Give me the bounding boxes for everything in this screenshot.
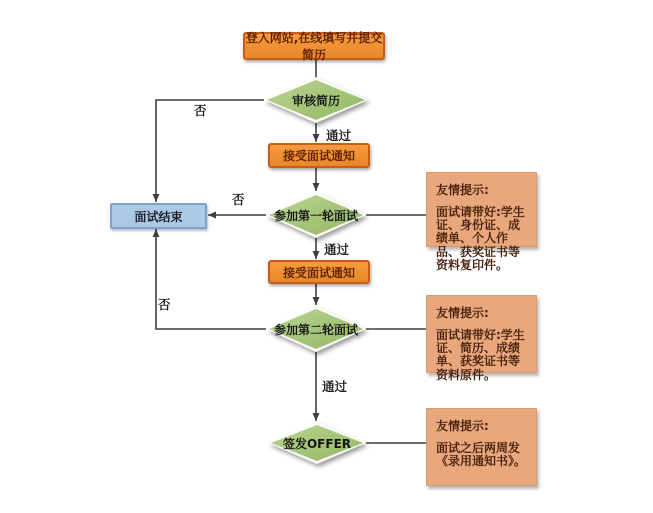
node-start <box>243 32 385 60</box>
edge-label-no-3: 否 <box>158 297 171 312</box>
edge-label-pass-3: 通过 <box>322 379 348 394</box>
edge-label-pass-2: 通过 <box>324 242 350 257</box>
edge-review-end <box>156 100 264 202</box>
tip-3-body: 面试之后两周发《录用通知书》。 <box>436 441 527 469</box>
node-round1-label: 参加第一轮面试 <box>273 208 358 223</box>
tip-box-3 <box>426 408 537 486</box>
edge-round2-end <box>156 229 266 329</box>
tip-3-title: 友情提示: <box>436 419 489 433</box>
node-start-label: 登入网站,在线填写并提交简历 <box>245 31 383 62</box>
node-notice1 <box>268 143 370 168</box>
tip-2-body: 面试请带好:学生证、简历、成绩单、获奖证书等资料原件。 <box>436 328 525 382</box>
node-decision-round2 <box>266 306 366 352</box>
node-decision-offer <box>268 422 366 464</box>
tip-box-1 <box>426 172 537 272</box>
node-round2-label: 参加第二轮面试 <box>273 322 358 337</box>
tip-1-title: 友情提示: <box>436 183 489 197</box>
node-end <box>110 203 207 229</box>
node-notice1-label: 接受面试通知 <box>282 149 355 163</box>
node-notice2-label: 接受面试通知 <box>282 265 355 280</box>
node-decision-round1 <box>266 192 366 238</box>
tip-box-2 <box>426 295 537 382</box>
edge-label-pass-1: 通过 <box>326 128 352 143</box>
node-decision-review <box>264 77 368 123</box>
node-offer-label: 签发OFFER <box>282 436 352 451</box>
node-review-label: 审核简历 <box>291 93 340 108</box>
node-end-label: 面试结束 <box>134 209 183 224</box>
edge-label-no-2: 否 <box>232 192 245 207</box>
node-notice2 <box>268 260 370 284</box>
edge-label-no-1: 否 <box>194 103 207 118</box>
tip-1-body: 面试请带好:学生证、身份证、成绩单、个人作品、获奖证书等资料复印件。 <box>436 205 525 272</box>
tip-2-title: 友情提示: <box>436 306 489 320</box>
